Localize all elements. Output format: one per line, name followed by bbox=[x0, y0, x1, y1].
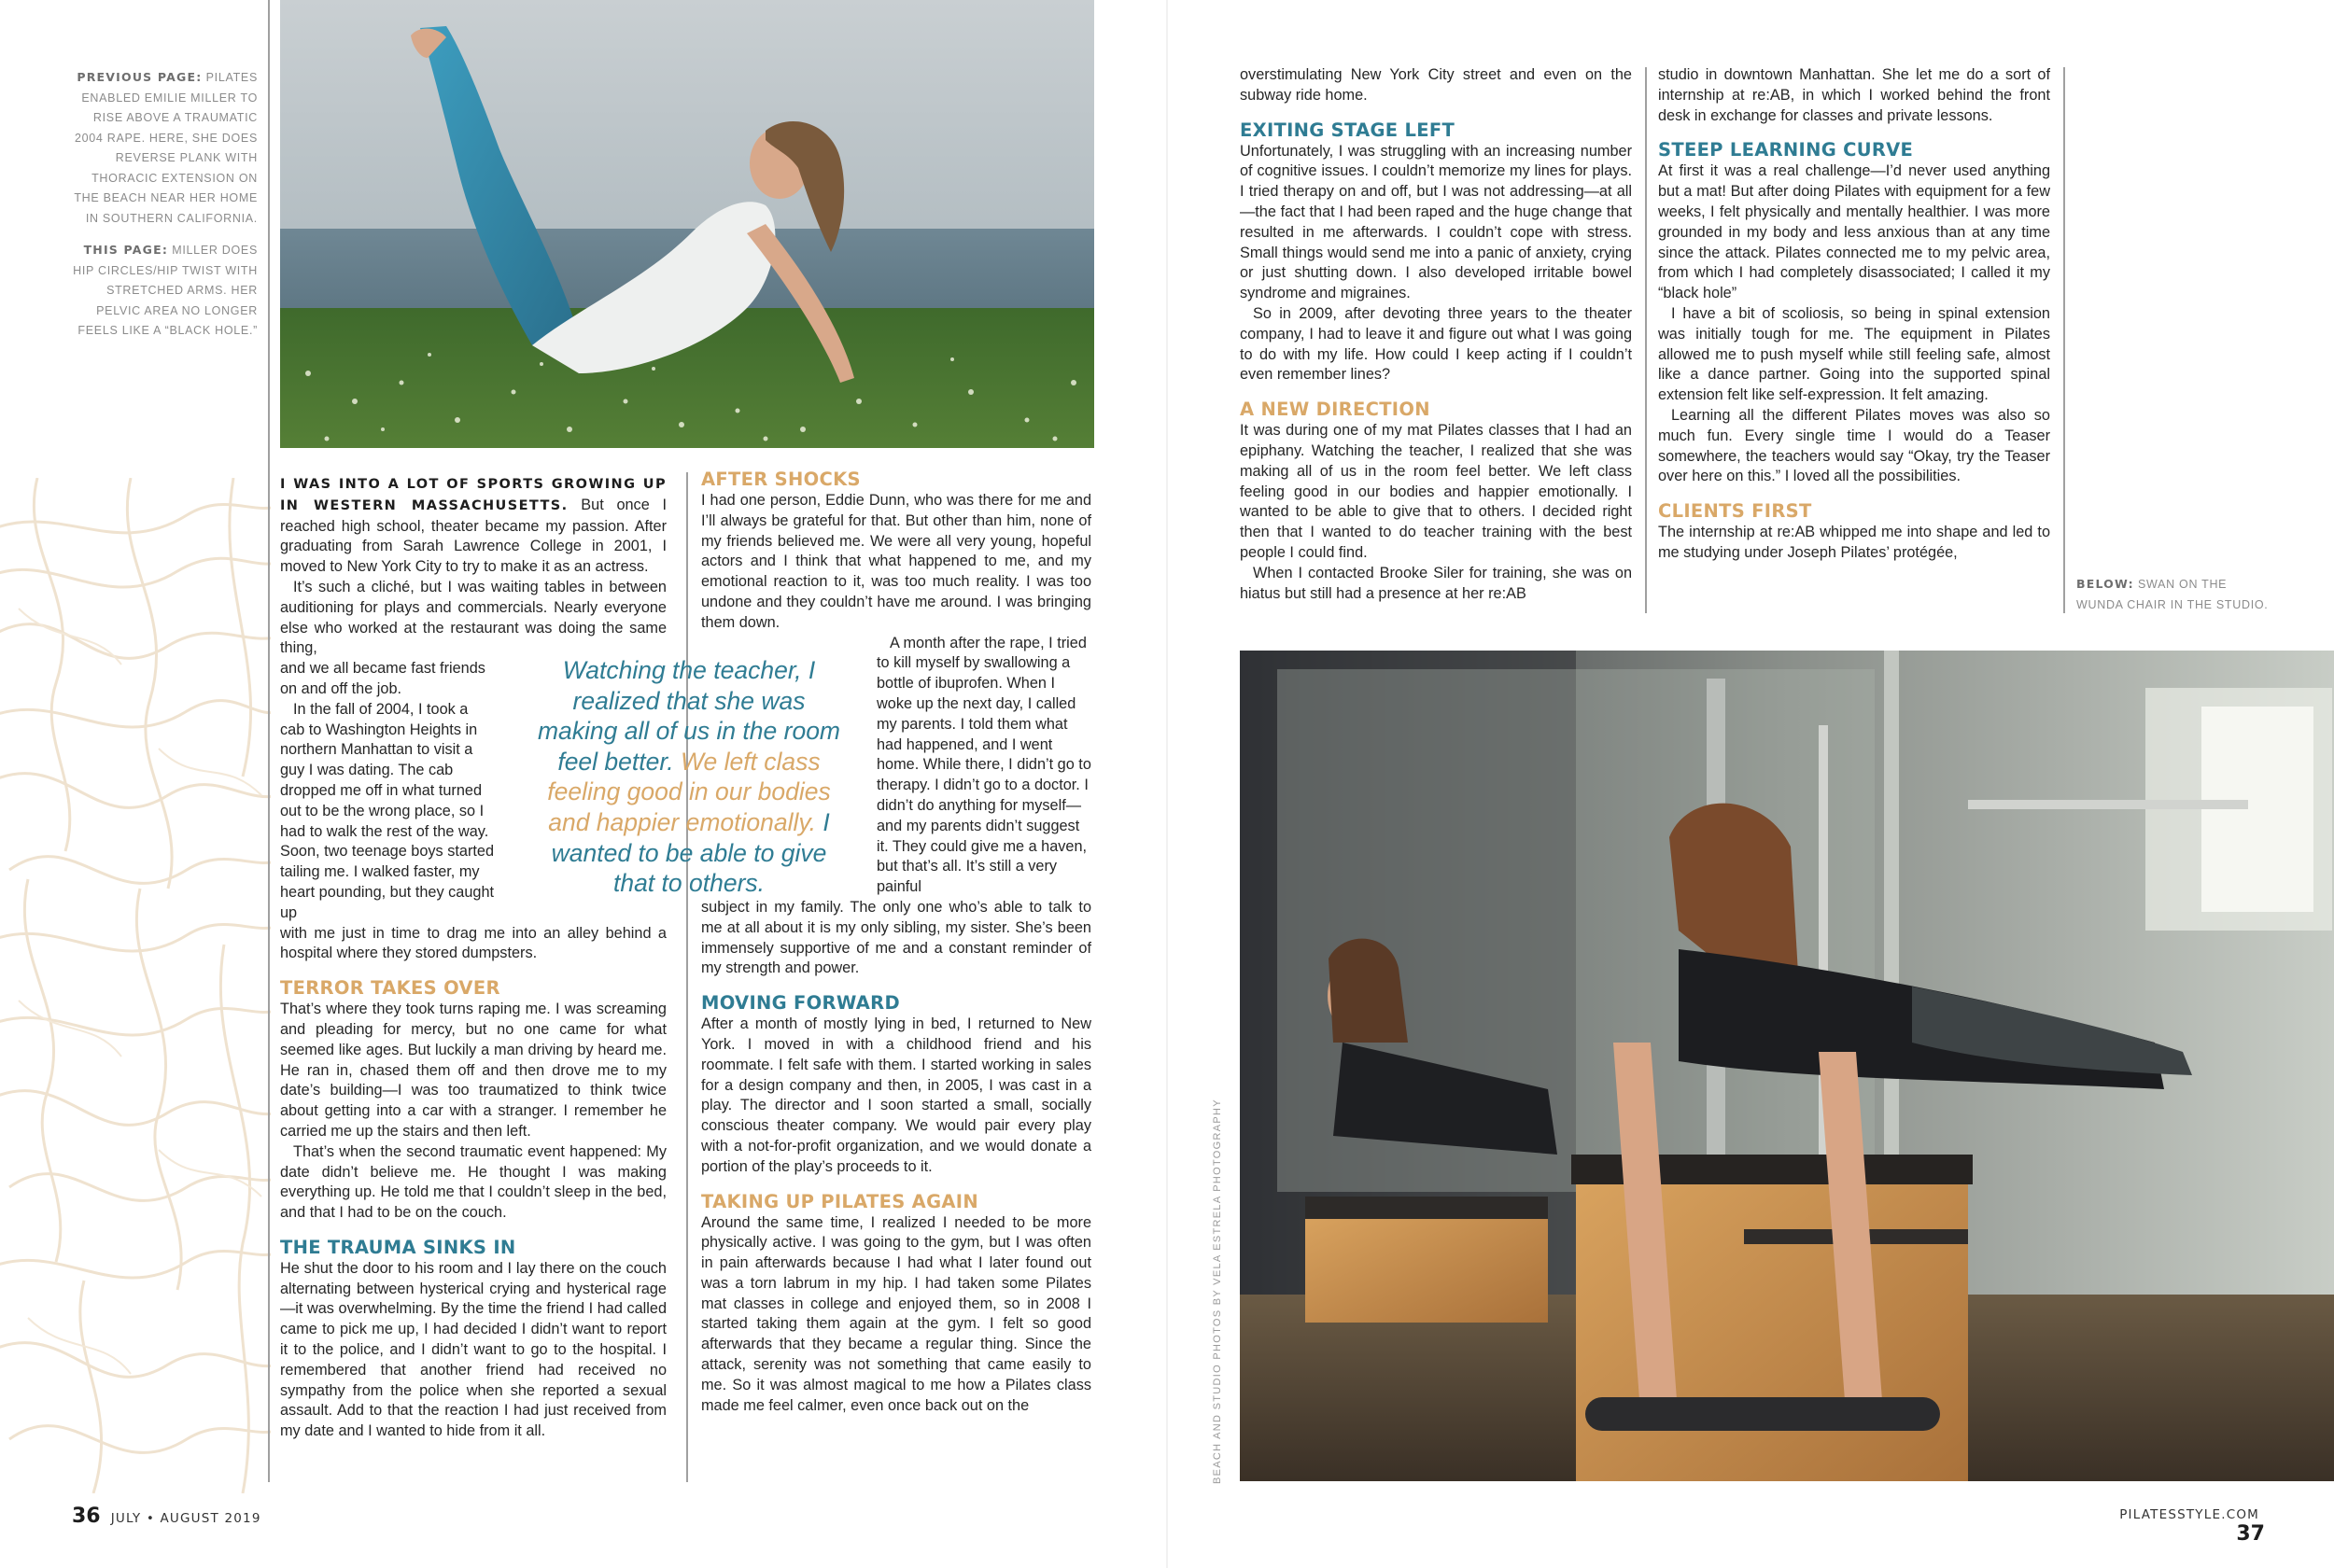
intro-paragraph bbox=[280, 474, 667, 578]
paragraph: That’s where they took turns raping me. I was screaming and pleading for mercy, but no one came for what seemed like ages. But luckily a man driving by heard me. He ran in, chased them off and then drove me to my date’s building—I was too traumatized to think twice about getting into a car with a stranger. I remember he carried me up the stairs and then left. bbox=[280, 1001, 667, 1140]
heading-a-new-direction: A NEW DIRECTION bbox=[1240, 399, 1430, 421]
paragraph: In the fall of 2004, I took a cab to Washington Heights in northern Manhattan to visit a guy I was dating. The cab dropped me off in what turned out to be the wrong place, so I had to walk the rest of the way. Soon, two teenage boys started tailing me. I walked faster, my heart pounding, but they caught up bbox=[280, 700, 495, 921]
website: PILATESSTYLE.COM bbox=[2119, 1507, 2259, 1522]
article-column-2 bbox=[701, 469, 1091, 1416]
photo-caption-left bbox=[65, 67, 258, 353]
paragraph: I have a bit of scoliosis, so being in spinal extension was initially tough for me. The equipment in Pilates allowed me to push myself while still feeling safe, almost like a dance partner. Going into the supported spinal extension felt like self-expression. It felt amazing. bbox=[1658, 304, 2050, 404]
narrow-column-block bbox=[280, 659, 495, 923]
column-rule-right-1 bbox=[1645, 67, 1647, 613]
paragraph: It was during one of my mat Pilates classes that I had an epiphany. Watching the teacher, I realized that she was making all of us in the room feel better. We left class feeling good in our bodies and happier emotionally. I wanted to be able to give that to others. I decided right then that I wanted to do teacher training with the best people I could find. bbox=[1240, 422, 1632, 561]
heading-taking-up-pilates-again: TAKING UP PILATES AGAIN bbox=[701, 1190, 978, 1212]
beach-photo bbox=[280, 0, 1094, 448]
paragraph: studio in downtown Manhattan. She let me do a sort of internship at re:AB, in which I worked behind the front desk in exchange for classes and private lessons. bbox=[1658, 66, 2050, 124]
caption-this-page bbox=[65, 240, 258, 342]
paragraph: overstimulating New York City street and even on the subway ride home. bbox=[1240, 66, 1632, 104]
paragraph: and we all became fast friends on and off the job. bbox=[280, 660, 485, 697]
paragraph: After a month of mostly lying in bed, I returned to New York. I moved in with a childhood friend and his roommate. I felt safe with them. I started working in sales for a design company and then, in 2005, I was cast in a play. The director and I soon started a small, socially conscious theater company. We would pair every play with a not-for-profit organization, and we would donate a portion of the play’s proceeds to it. bbox=[701, 1015, 1091, 1175]
caption-lead: PREVIOUS PAGE: bbox=[77, 70, 203, 84]
paragraph: Learning all the different Pilates moves was also so much fun. Every single time I would do a Teaser somewhere, the teachers would say “Okay, try the Teaser over here on this.” I loved all the possibilities. bbox=[1658, 406, 2050, 485]
floral-pattern bbox=[0, 478, 271, 1493]
article-column-1 bbox=[280, 474, 667, 1442]
caption-text: PILATES ENABLED EMILIE MILLER TO RISE ABOVE A TRAUMATIC 2004 RAPE. HERE, SHE DOES REVERSE PLANK WITH THORACIC EXTENSION ON THE BEACH NEAR HER HOME IN SOUTHERN CALIFORNIA. bbox=[74, 71, 258, 225]
column-rule-right-2 bbox=[2063, 67, 2065, 613]
caption-lead: THIS PAGE: bbox=[83, 243, 169, 257]
paragraph: Unfortunately, I was struggling with an increasing number of cognitive issues. I couldn’t memorize my lines for plays. I tried therapy on and off, but I was not addressing—at all—the fact that I had been raped and the huge change that resulted in me afterwards. I couldn’t cope with stress. Small things would send me into a panic of anxiety, crying or just shutting down. I also developed irritable bowel syndrome and migraines. bbox=[1240, 142, 1632, 302]
photo-credit: BEACH AND STUDIO PHOTOS BY VELA ESTRELA PHOTOGRAPHY bbox=[1212, 1099, 1223, 1484]
article-column-4 bbox=[1658, 65, 2050, 564]
caption-text: MILLER DOES HIP CIRCLES/HIP TWIST WITH STRETCHED ARMS. HER PELVIC AREA NO LONGER FEELS LIKE A “BLACK HOLE.” bbox=[73, 244, 258, 337]
narrow-column-block bbox=[877, 634, 1091, 898]
paragraph: So in 2009, after devoting three years to the theater company, I had to leave it and figure out what I was going to do with my life. How could I keep acting if I couldn’t even remember lines? bbox=[1240, 304, 1632, 384]
paragraph: Around the same time, I realized I needed to be more physically active. I was going to the gym, but I was often in pain afterwards because I had what I later found out was a torn labrum in my hip. I had taken some Pilates mat classes in college and enjoyed them, so in 2008 I started taking them again at the gym. I felt so good afterwards that they became a regular thing. Since the attack, serenity was not something that came easily to me. So it was almost magical to me how a Pilates class made me feel calmer, even once back out on the bbox=[701, 1213, 1091, 1414]
paragraph: That’s when the second traumatic event happened: My date didn’t believe me. He thought I was making everything up. He told me that I couldn’t sleep in the bed, and that I had to be on the couch. bbox=[280, 1142, 667, 1222]
paragraph: with me just in time to drag me into an alley behind a hospital where they stored dumpsters. bbox=[280, 924, 667, 962]
caption-previous-page bbox=[65, 67, 258, 229]
folio-left bbox=[72, 1505, 261, 1528]
paragraph: At first it was a real challenge—I’d never used anything but a mat! But after doing Pilates with equipment for a few weeks, I felt physically and mentally healthier. I was more grounded in my body and less anxious than at any time since the attack. Pilates connected me to my pelvic area, from which I had completely disassociated; I called it my “black hole” bbox=[1658, 162, 2050, 302]
studio-photo bbox=[1240, 651, 2334, 1481]
page-number: 36 bbox=[72, 1505, 101, 1528]
run-in-lead: I WAS INTO A LOT OF SPORTS GROWING UP IN WESTERN MASSACHUSETTS. bbox=[280, 477, 667, 513]
heading-trauma-sinks-in: THE TRAUMA SINKS IN bbox=[280, 1236, 516, 1258]
article-column-3 bbox=[1240, 65, 1632, 604]
column-rule-middle bbox=[686, 472, 688, 1482]
pull-quote-part: Watching the teacher, I realized that she was making all of us in the room feel better. bbox=[537, 656, 841, 776]
photo-caption-right bbox=[2076, 574, 2272, 615]
paragraph: When I contacted Brooke Siler for training, she was on hiatus but still had a presence at her re:AB bbox=[1240, 564, 1632, 602]
heading-terror-takes-over: TERROR TAKES OVER bbox=[280, 977, 500, 1000]
column-rule-left bbox=[268, 0, 270, 1482]
pull-quote-highlight: We left class feeling good in our bodies and happier emotionally. bbox=[547, 747, 831, 836]
paragraph: I had one person, Eddie Dunn, who was there for me and I’ll always be grateful for that. But other than him, none of my friends believed me. We were all very young, hopeful actors and I think that what happened to me, and my emotional reaction to it, was too much reality. I was too undone and they couldn’t have me around. I was bringing them down. bbox=[701, 492, 1091, 631]
heading-exiting-stage-left: EXITING STAGE LEFT bbox=[1240, 119, 1455, 141]
paragraph: The internship at re:AB whipped me into shape and led to me studying under Joseph Pilates’ protégée, bbox=[1658, 524, 2050, 561]
paragraph: A month after the rape, I tried to kill myself by swallowing a bottle of ibuprofen. When I woke up the next day, I called my parents. I told them what had happened, and I went home. While there, I didn’t go to therapy. I didn’t go to a doctor. I didn’t do anything for myself—and my parents didn’t suggest it. They could give me a haven, but that’s all. It’s still a very painful bbox=[877, 634, 1091, 896]
heading-moving-forward: MOVING FORWARD bbox=[701, 992, 900, 1015]
paragraph: He shut the door to his room and I lay there on the couch alternating between hysterical crying and hysterical rage—it was overwhelming. By the time the friend I had called came to pick me up, I had decided I didn’t want to report it to the police, and I didn’t want to go to the hospital. I remembered that another friend had received no sympathy from the police when she reported a sexual assault. Add to that the reaction I had just received from my date and I wanted to hide from it all. bbox=[280, 1259, 667, 1440]
folio-right bbox=[2088, 1505, 2265, 1546]
paragraph: subject in my family. The only one who’s able to talk to me at all about it is my only sibling, my sister. She’s been immensely supportive of me and a constant reminder of my strength and power. bbox=[701, 898, 1091, 977]
caption-lead: BELOW: bbox=[2076, 577, 2134, 591]
heading-steep-learning-curve: STEEP LEARNING CURVE bbox=[1658, 139, 1914, 161]
spread-gutter bbox=[1166, 0, 1168, 1568]
paragraph-text: But once I reached high school, theater became my passion. After graduating from Sarah Lawrence College in 2001, I moved to New York City to try to make it as an actress. bbox=[280, 496, 667, 576]
page-number: 37 bbox=[2236, 1522, 2265, 1546]
heading-after-shocks: AFTER SHOCKS bbox=[701, 469, 861, 490]
issue-date: JULY • AUGUST 2019 bbox=[110, 1511, 261, 1526]
pull-quote-part: I wanted to be able to give that to others. bbox=[551, 807, 830, 898]
paragraph: It’s such a cliché, but I was waiting tables in between auditioning for plays and commercials. Nearly everyone else who worked at the restaurant was doing the same thing, bbox=[280, 578, 667, 657]
caption-text: SWAN ON THE WUNDA CHAIR IN THE STUDIO. bbox=[2076, 578, 2269, 611]
heading-clients-first: CLIENTS FIRST bbox=[1658, 500, 1812, 523]
